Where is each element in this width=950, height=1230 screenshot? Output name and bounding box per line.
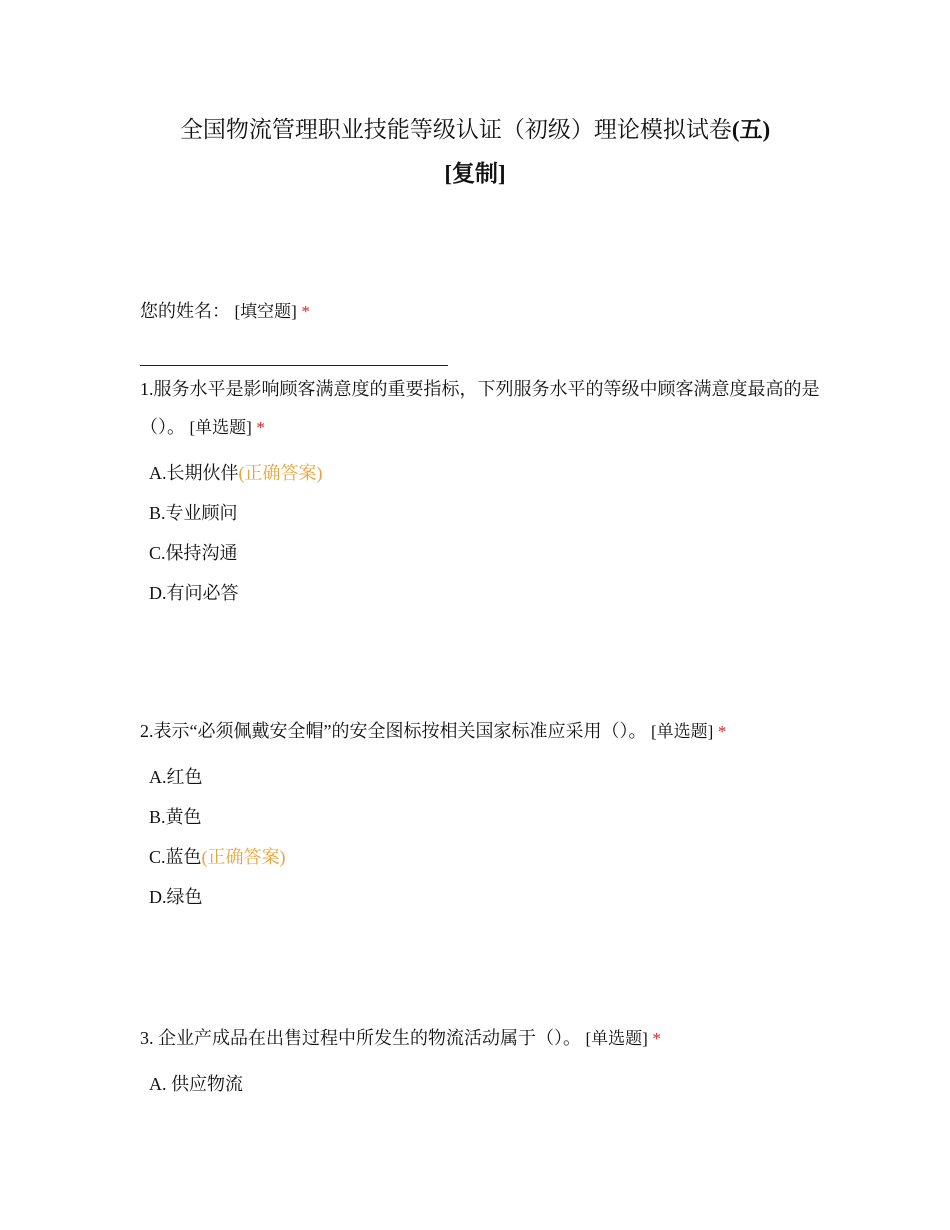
correct-answer-note: (正确答案) <box>238 463 323 483</box>
title-copy-tag: [复制] <box>444 161 506 186</box>
option-c[interactable] <box>149 533 820 573</box>
name-input-line[interactable] <box>140 345 448 366</box>
question-text <box>140 370 820 447</box>
option-label: C.保持沟通 <box>149 543 238 563</box>
option-label: D.绿色 <box>149 887 203 907</box>
option-d[interactable] <box>149 573 820 613</box>
title-line-1 <box>140 108 810 152</box>
option-b[interactable] <box>149 493 820 533</box>
required-mark: * <box>256 418 265 437</box>
required-mark: * <box>301 302 310 321</box>
option-a[interactable] <box>149 453 820 493</box>
question-2 <box>140 712 820 917</box>
option-label: A.长期伙伴 <box>149 463 239 483</box>
question-type-badge: [单选题] <box>650 722 714 741</box>
name-field-label: 您的姓名： <box>140 301 230 321</box>
correct-answer-note: (正确答案) <box>201 847 286 867</box>
title-main: 全国物流管理职业技能等级认证（初级）理论模拟试卷 <box>179 117 732 142</box>
option-a[interactable] <box>149 757 820 797</box>
option-a[interactable] <box>149 1064 820 1104</box>
option-label: B.黄色 <box>149 807 202 827</box>
required-mark: * <box>652 1029 661 1048</box>
option-list <box>140 1064 820 1104</box>
option-list <box>140 757 820 917</box>
question-stem: 1.服务水平是影响顾客满意度的重要指标，下列服务水平的等级中顾客满意度最高的是（）。 <box>140 379 820 437</box>
title-suffix: (五) <box>731 117 771 142</box>
option-label: D.有问必答 <box>149 583 239 603</box>
question-text <box>140 712 820 751</box>
option-label: A.红色 <box>149 767 203 787</box>
name-field-label-row <box>140 292 820 331</box>
question-text <box>140 1019 820 1058</box>
question-stem: 3. 企业产成品在出售过程中所发生的物流活动属于（）。 <box>140 1028 581 1048</box>
option-label: B.专业顾问 <box>149 503 238 523</box>
page-title <box>140 108 810 196</box>
question-stem: 2.表示“必须佩戴安全帽”的安全图标按相关国家标准应采用（）。 <box>140 721 647 741</box>
question-type-badge: [填空题] <box>234 302 297 321</box>
question-type-badge: [单选题] <box>585 1029 648 1048</box>
question-1 <box>140 370 820 613</box>
name-field-block <box>140 292 820 366</box>
option-c[interactable] <box>149 837 820 877</box>
option-label: C.蓝色 <box>149 847 202 867</box>
option-b[interactable] <box>149 797 820 837</box>
title-line-2 <box>140 152 810 196</box>
option-d[interactable] <box>149 877 820 917</box>
question-3 <box>140 1019 820 1104</box>
required-mark: * <box>717 722 727 741</box>
option-label: A. 供应物流 <box>149 1074 243 1094</box>
option-list <box>140 453 820 613</box>
question-type-badge: [单选题] <box>189 418 252 437</box>
